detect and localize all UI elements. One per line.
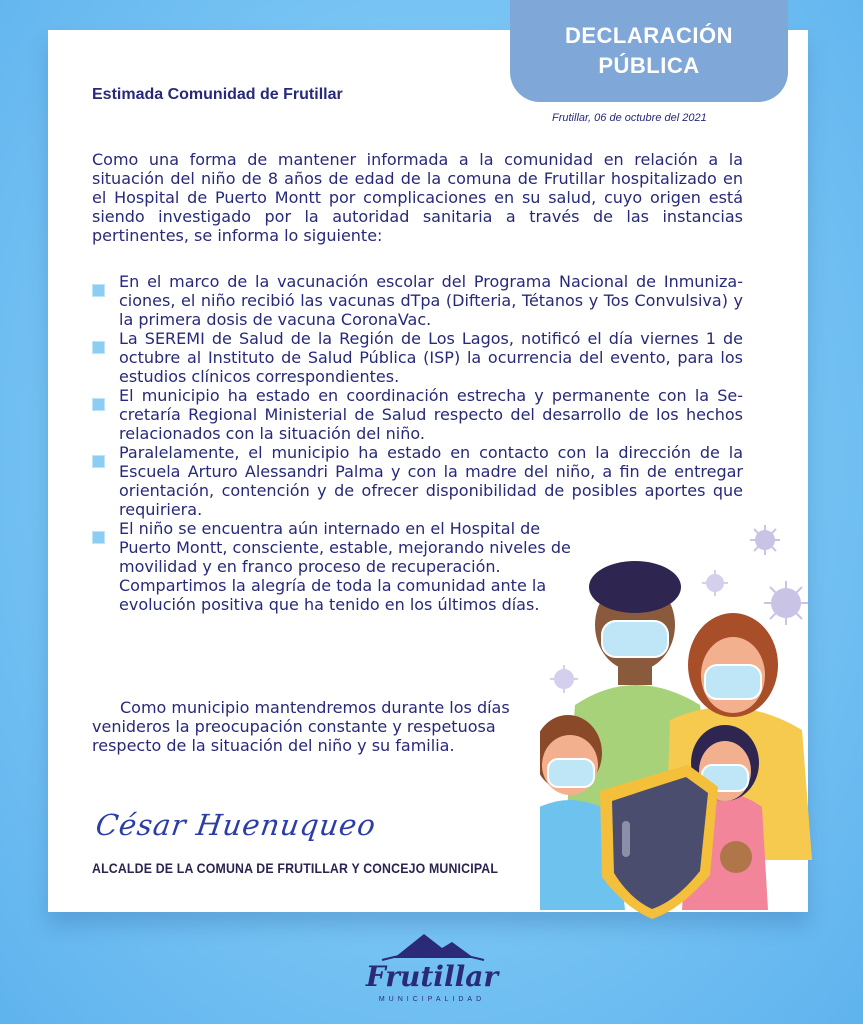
bullet-text: El niño se encuentra aún internado en el Hospital de Puerto Montt, consciente, estable, mejorando niveles de movilidad y en franco proceso de recuperación. Compartimos la alegría de toda la comunidad ante la evolución positiva que ha tenido en los últimos días. (119, 519, 571, 614)
bullet-item (92, 329, 743, 386)
family-illustration (540, 515, 830, 927)
signer-title: ALCALDE DE LA COMUNA DE FRUTILLAR Y CONCEJO MUNICIPAL (92, 860, 499, 876)
badge-title-line2: PÚBLICA (598, 53, 700, 78)
logo-name: Frutillar (365, 960, 499, 993)
bullet-item (92, 443, 743, 519)
virus-icon (702, 570, 728, 596)
municipality-logo (362, 930, 502, 1006)
bullet-square-icon (92, 531, 105, 544)
badge-title-line1: DECLARACIÓN (564, 23, 734, 48)
intro-paragraph: Como una forma de mantener informada a la comunidad en relación a la situación del niño de 8 años de edad de la comuna de Frutillar hospitalizado en el Hospital de Puerto Montt por complicaciones en su salud, cuyo origen está siendo investigado por la autoridad sanitaria a través de las instancias pertinentes, se informa lo siguiente: (92, 150, 743, 245)
bullet-square-icon (92, 284, 105, 297)
bullet-square-icon (92, 341, 105, 354)
virus-icon (550, 665, 578, 693)
bullet-text: Paralelamente, el municipio ha estado en contacto con la dirección de la Escuela Arturo Alessandri Palma y con la madre del niño, a fin de entregar orientación, contención y de ofrecer disponibilidad de posibles aportes que requiriera. (119, 443, 743, 519)
greeting-heading: Estimada Comunidad de Frutillar (92, 86, 343, 103)
bullet-text: El municipio ha estado en coordinación estrecha y permanente con la Se-cretaría Regional Ministerial de Salud respecto del desarrollo de los hechos relacionados con la situación del niño. (119, 386, 743, 443)
bullet-text: En el marco de la vacunación escolar del Programa Nacional de Inmuniza-ciones, el niño recibió las vacunas dTpa (Difteria, Tétanos y Tos Convulsiva) y la primera dosis de vacuna CoronaVac. (119, 272, 743, 329)
bullet-square-icon (92, 455, 105, 468)
closing-paragraph: Como municipio mantendremos durante los días venideros la preocupación constante y respetuosa respecto de la situación del niño y su familia. (92, 698, 510, 755)
mountain-lake-icon (362, 930, 502, 964)
bullet-item (92, 386, 743, 443)
logo-subtitle: MUNICIPALIDAD (378, 996, 486, 1003)
title-badge (510, 0, 788, 102)
date-line: Frutillar, 06 de octubre del 2021 (552, 112, 707, 124)
bullet-item (92, 272, 743, 329)
virus-icon (750, 525, 780, 555)
virus-icon (764, 581, 808, 625)
signature: César Huenuqueo (93, 808, 379, 842)
bullet-text: La SEREMI de Salud de la Región de Los Lagos, notificó el día viernes 1 de octubre al Instituto de Salud Pública (ISP) la ocurrencia del evento, para los estudios clínicos correspondientes. (119, 329, 743, 386)
bullet-item (92, 519, 589, 614)
bullet-square-icon (92, 398, 105, 411)
